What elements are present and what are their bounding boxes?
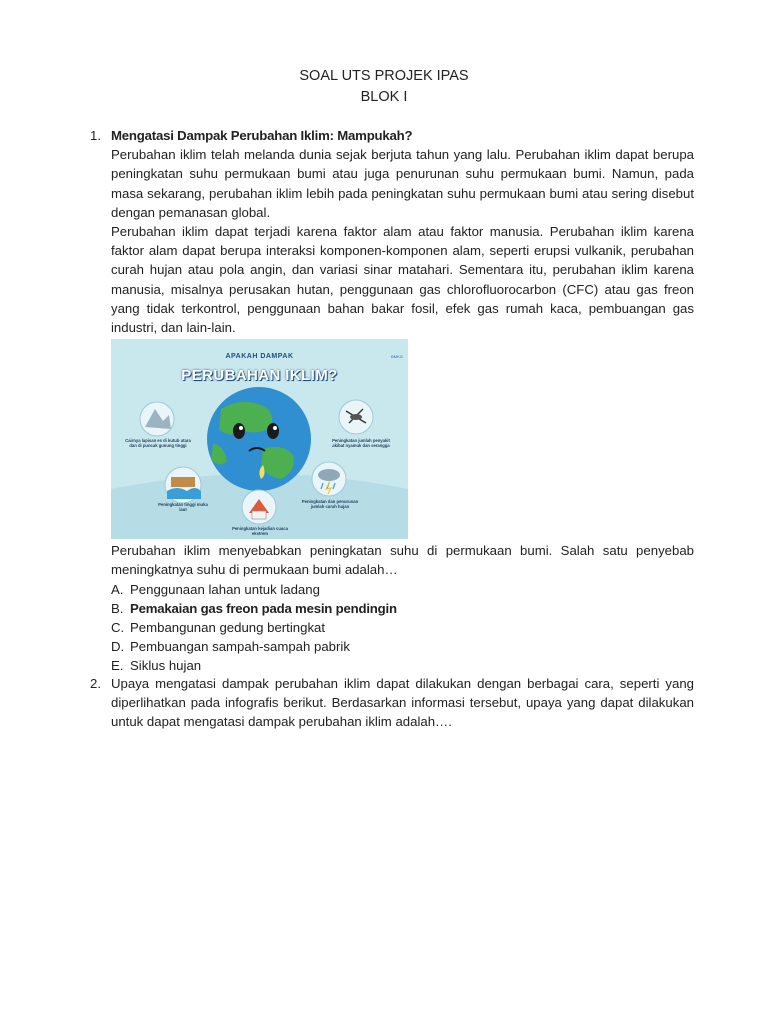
option-text: Pembangunan gedung bertingkat: [130, 620, 326, 636]
question-paragraph: Perubahan iklim dapat terjadi karena faktor alam atau faktor manusia. Perubahan iklim karena faktor alam dapat berupa interaksi komponen-komponen alam, seperti erupsi vulkanik, perubahan curah hujan atau pola angin, dan variasi sinar matahari. Sementara itu, perubahan iklim karena manusia, misalnya perusakan hutan, penggunaan gas chlorofluorocarbon (CFC) atau gas freon yang tidak terkontrol, penggunaan bahan bakar fosil, efek gas rumah kaca, pembuangan gas industri, dan lain-lain.: [111, 224, 694, 336]
extreme-weather-icon: [242, 490, 276, 524]
answer-option: [111, 618, 694, 637]
melting-ice-icon: [140, 402, 174, 436]
caption-sea-level: Peningkatan tinggi muka laut: [158, 502, 208, 513]
question-paragraph: Upaya mengatasi dampak perubahan iklim dapat dilakukan dengan berbagai cara, seperti yang diperlihatkan pada infografis berikut. Berdasarkan informasi tersebut, upaya yang dapat dilakukan untuk dapat mengatasi dampak perubahan iklim adalah….: [111, 676, 694, 730]
answer-option: [111, 637, 694, 656]
question-number: 1.: [90, 128, 101, 143]
answer-option: [111, 580, 694, 599]
caption-disease: Peningkatan jumlah penyakit akibat nyamuk dan serangga: [332, 438, 390, 449]
infographic-header: [111, 347, 408, 385]
document-title: SOAL UTS PROJEK IPAS: [299, 68, 469, 84]
option-letter: B.: [111, 600, 124, 616]
mosquito-icon: [339, 400, 373, 434]
question-2: [90, 674, 694, 732]
option-text: Penggunaan lahan untuk ladang: [130, 581, 320, 597]
option-letter: D.: [111, 639, 125, 655]
option-letter: E.: [111, 658, 124, 674]
option-text: Pembuangan sampah-sampah pabrik: [130, 639, 350, 655]
rain-cloud-icon: [312, 462, 346, 496]
sea-level-icon: [165, 467, 201, 503]
question-prompt: Perubahan iklim menyebabkan peningkatan suhu di permukaan bumi. Salah satu penyebab meningkatnya suhu di permukaan bumi adalah…: [111, 543, 694, 578]
option-letter: C.: [111, 620, 125, 636]
infographic-subtitle: APAKAH DAMPAK: [225, 353, 294, 361]
infographic-title: PERUBAHAN IKLIM?: [181, 367, 338, 385]
option-text: Pemakaian gas freon pada mesin pendingin: [130, 600, 397, 616]
question-heading: Mengatasi Dampak Perubahan Iklim: Mampukah?: [111, 128, 413, 143]
question-paragraph: Perubahan iklim telah melanda dunia sejak berjuta tahun yang lalu. Perubahan iklim dapat berupa peningkatan suhu permukaan bumi atau juga penurunan suhu permukaan bumi. Namun, pada masa sekarang, perubahan iklim lebih pada peningkatan suhu permukaan bumi atau sering disebut dengan pemanasan global.: [111, 147, 694, 220]
caption-rainfall: Peningkatan dan penurunan jumlah curah hujan: [301, 499, 359, 510]
earth-icon: [207, 387, 311, 491]
answer-option: [111, 656, 694, 675]
caption-extreme-weather: Peningkatan kejadian cuaca ekstrem: [232, 526, 288, 537]
question-1: [90, 126, 694, 676]
option-letter: A.: [111, 581, 124, 597]
caption-melting-ice: Cairnya lapisan es di kutub utara dan di puncak gunung tinggi: [125, 438, 191, 449]
bmkg-logo: BMKG: [391, 354, 403, 360]
answer-option-key: [111, 599, 694, 618]
document-subtitle: BLOK I: [360, 89, 408, 105]
climate-change-infographic: [111, 339, 408, 539]
question-number: 2.: [90, 676, 101, 691]
option-text: Siklus hujan: [130, 658, 202, 674]
